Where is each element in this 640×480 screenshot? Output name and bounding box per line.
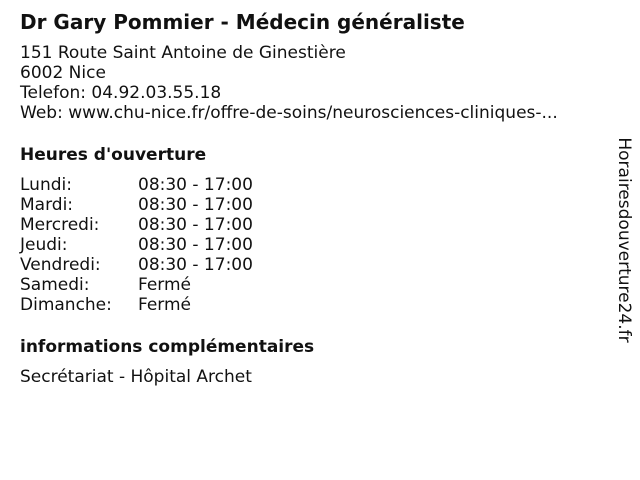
city-line: 6002 Nice [20,63,106,83]
day-label: Mercredi: [20,215,100,235]
hours-row [20,175,610,195]
hours-value: 08:30 - 17:00 [138,255,253,275]
extra-info-heading: informations complémentaires [20,337,315,357]
brand-watermark [610,135,638,345]
hours-value: Fermé [138,275,192,295]
hours-value: 08:30 - 17:00 [138,195,253,215]
day-label: Lundi: [20,175,72,195]
day-label: Dimanche: [20,295,112,315]
page-title: Dr Gary Pommier - Médecin généraliste [20,10,465,34]
hours-row [20,235,610,255]
brand-text: Horairesdouverture24.fr [614,137,634,343]
hours-row [20,295,610,315]
day-label: Samedi: [20,275,90,295]
hours-value: Fermé [138,295,192,315]
street-address: 151 Route Saint Antoine de Ginestière [20,43,346,63]
hours-heading: Heures d'ouverture [20,145,207,165]
day-label: Vendredi: [20,255,101,275]
hours-row [20,215,610,235]
hours-row [20,255,610,275]
day-label: Jeudi: [20,235,68,255]
extra-info-text: Secrétariat - Hôpital Archet [20,367,252,387]
hours-value: 08:30 - 17:00 [138,235,253,255]
address-block [20,43,610,123]
hours-row [20,195,610,215]
hours-value: 08:30 - 17:00 [138,215,253,235]
hours-table [20,175,610,315]
day-label: Mardi: [20,195,74,215]
hours-row [20,275,610,295]
phone-line[interactable]: Telefon: 04.92.03.55.18 [20,83,222,103]
website-link[interactable]: Web: www.chu-nice.fr/offre-de-soins/neurosciences-cliniques-... [20,103,558,123]
business-card [20,8,610,387]
hours-value: 08:30 - 17:00 [138,175,253,195]
